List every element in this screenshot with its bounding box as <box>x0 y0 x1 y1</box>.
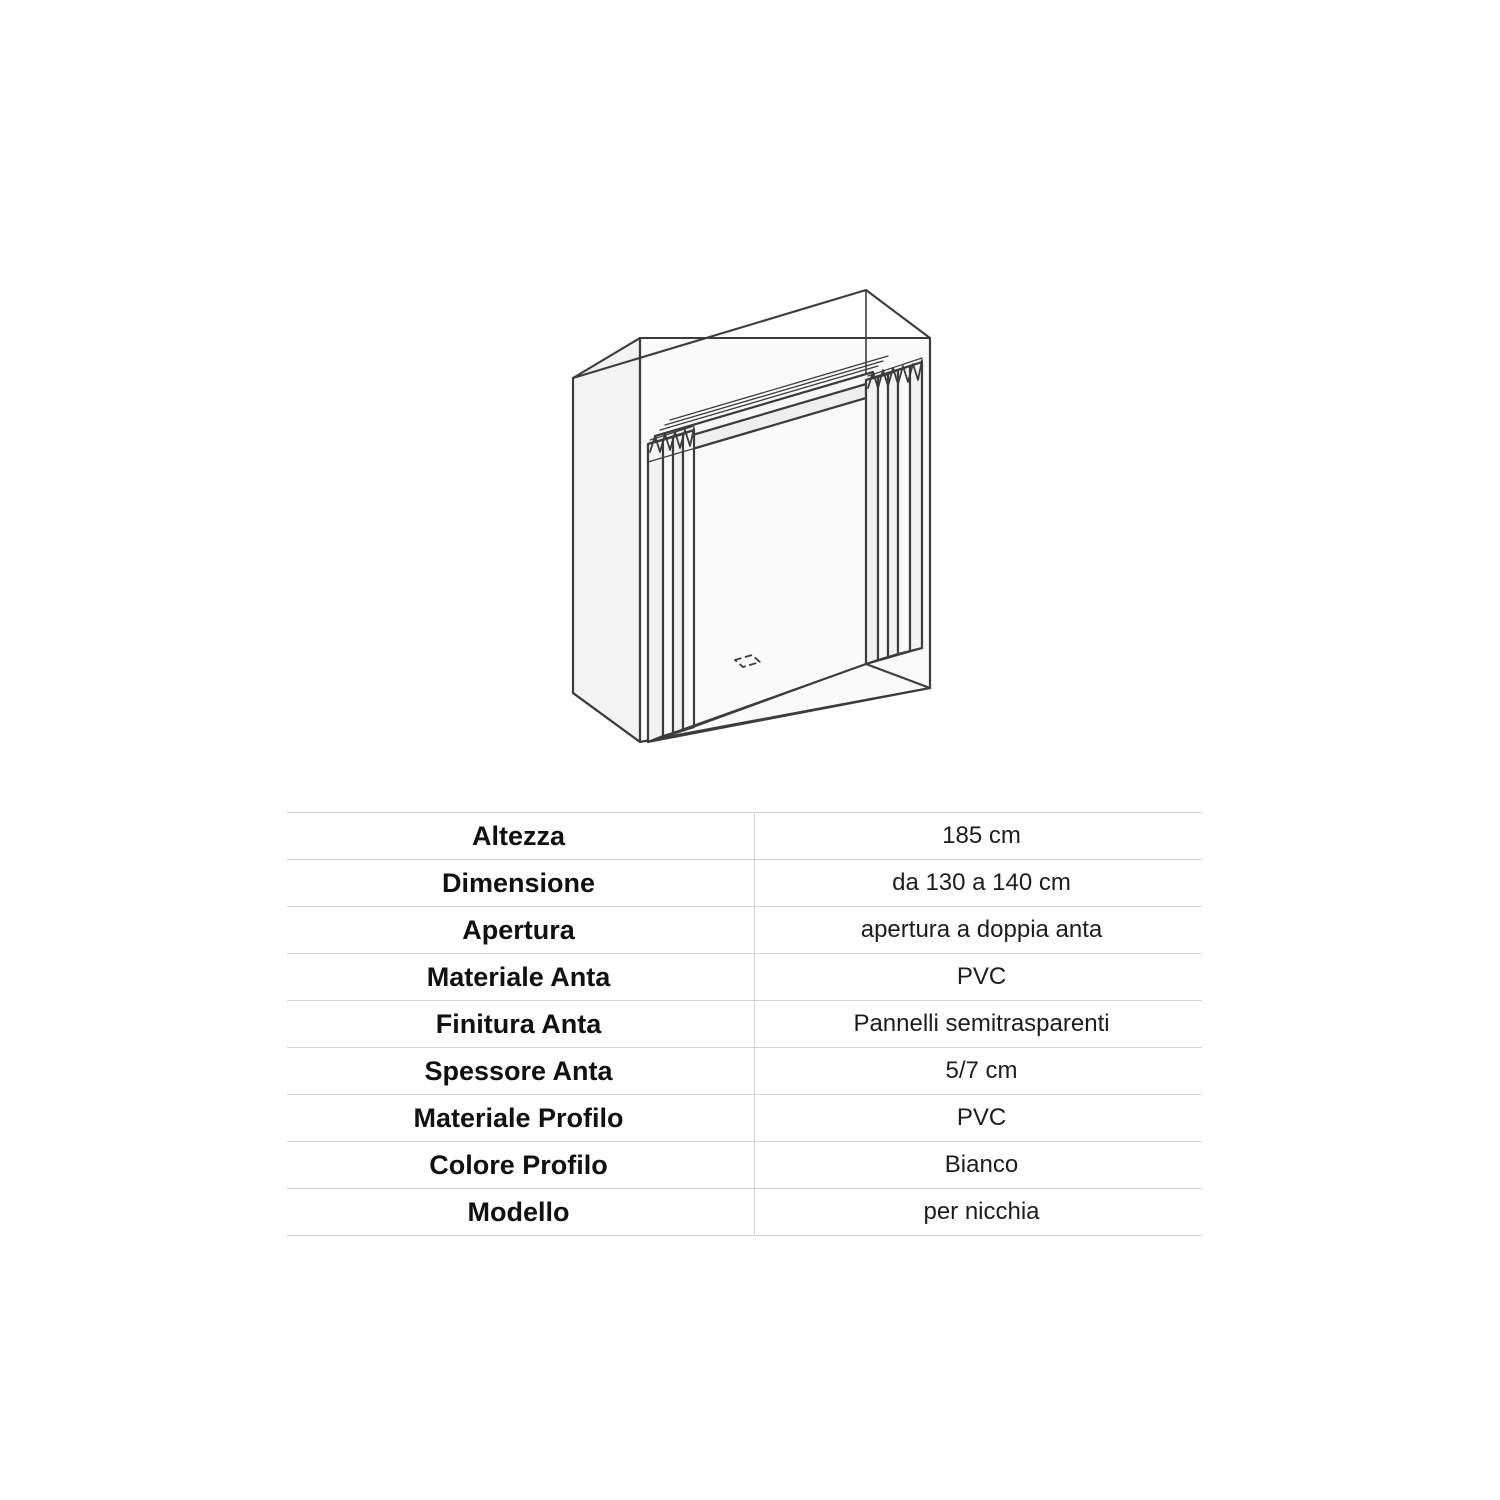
table-row <box>287 1048 1202 1095</box>
spec-value-altezza: 185 cm <box>755 813 1203 860</box>
spec-label-altezza: Altezza <box>287 813 755 860</box>
table-row <box>287 860 1202 907</box>
table-row <box>287 954 1202 1001</box>
spec-label-modello: Modello <box>287 1189 755 1236</box>
right-door-panel-5 <box>910 362 922 651</box>
table-row <box>287 1142 1202 1189</box>
spec-value-finitura-anta: Pannelli semitrasparenti <box>755 1001 1203 1048</box>
spec-label-dimensione: Dimensione <box>287 860 755 907</box>
left-door-panel-2 <box>663 437 673 736</box>
spec-value-spessore-anta: 5/7 cm <box>755 1048 1203 1095</box>
right-door-panel-2 <box>878 374 888 660</box>
spec-label-finitura-anta: Finitura Anta <box>287 1001 755 1048</box>
left-door-panel-4 <box>683 430 694 730</box>
spec-value-materiale-anta: PVC <box>755 954 1203 1001</box>
right-door-panel-1 <box>866 377 878 664</box>
table-row <box>287 1001 1202 1048</box>
table-row <box>287 907 1202 954</box>
spec-label-materiale-profilo: Materiale Profilo <box>287 1095 755 1142</box>
left-door-panel-1 <box>648 440 663 742</box>
spec-value-materiale-profilo: PVC <box>755 1095 1203 1142</box>
left-door-panel-3 <box>673 434 683 733</box>
spec-label-spessore-anta: Spessore Anta <box>287 1048 755 1095</box>
left-wall-panel <box>573 338 640 742</box>
table-row <box>287 1095 1202 1142</box>
spec-label-apertura: Apertura <box>287 907 755 954</box>
spec-value-dimensione: da 130 a 140 cm <box>755 860 1203 907</box>
spec-value-colore-profilo: Bianco <box>755 1142 1203 1189</box>
spec-label-colore-profilo: Colore Profilo <box>287 1142 755 1189</box>
spec-label-materiale-anta: Materiale Anta <box>287 954 755 1001</box>
right-door-panel-4 <box>898 366 910 654</box>
spec-value-modello: per nicchia <box>755 1189 1203 1236</box>
table-row <box>287 813 1202 860</box>
spec-value-apertura: apertura a doppia anta <box>755 907 1203 954</box>
table-row <box>287 1189 1202 1236</box>
specification-table <box>287 812 1202 1236</box>
right-door-panel-3 <box>888 370 898 657</box>
